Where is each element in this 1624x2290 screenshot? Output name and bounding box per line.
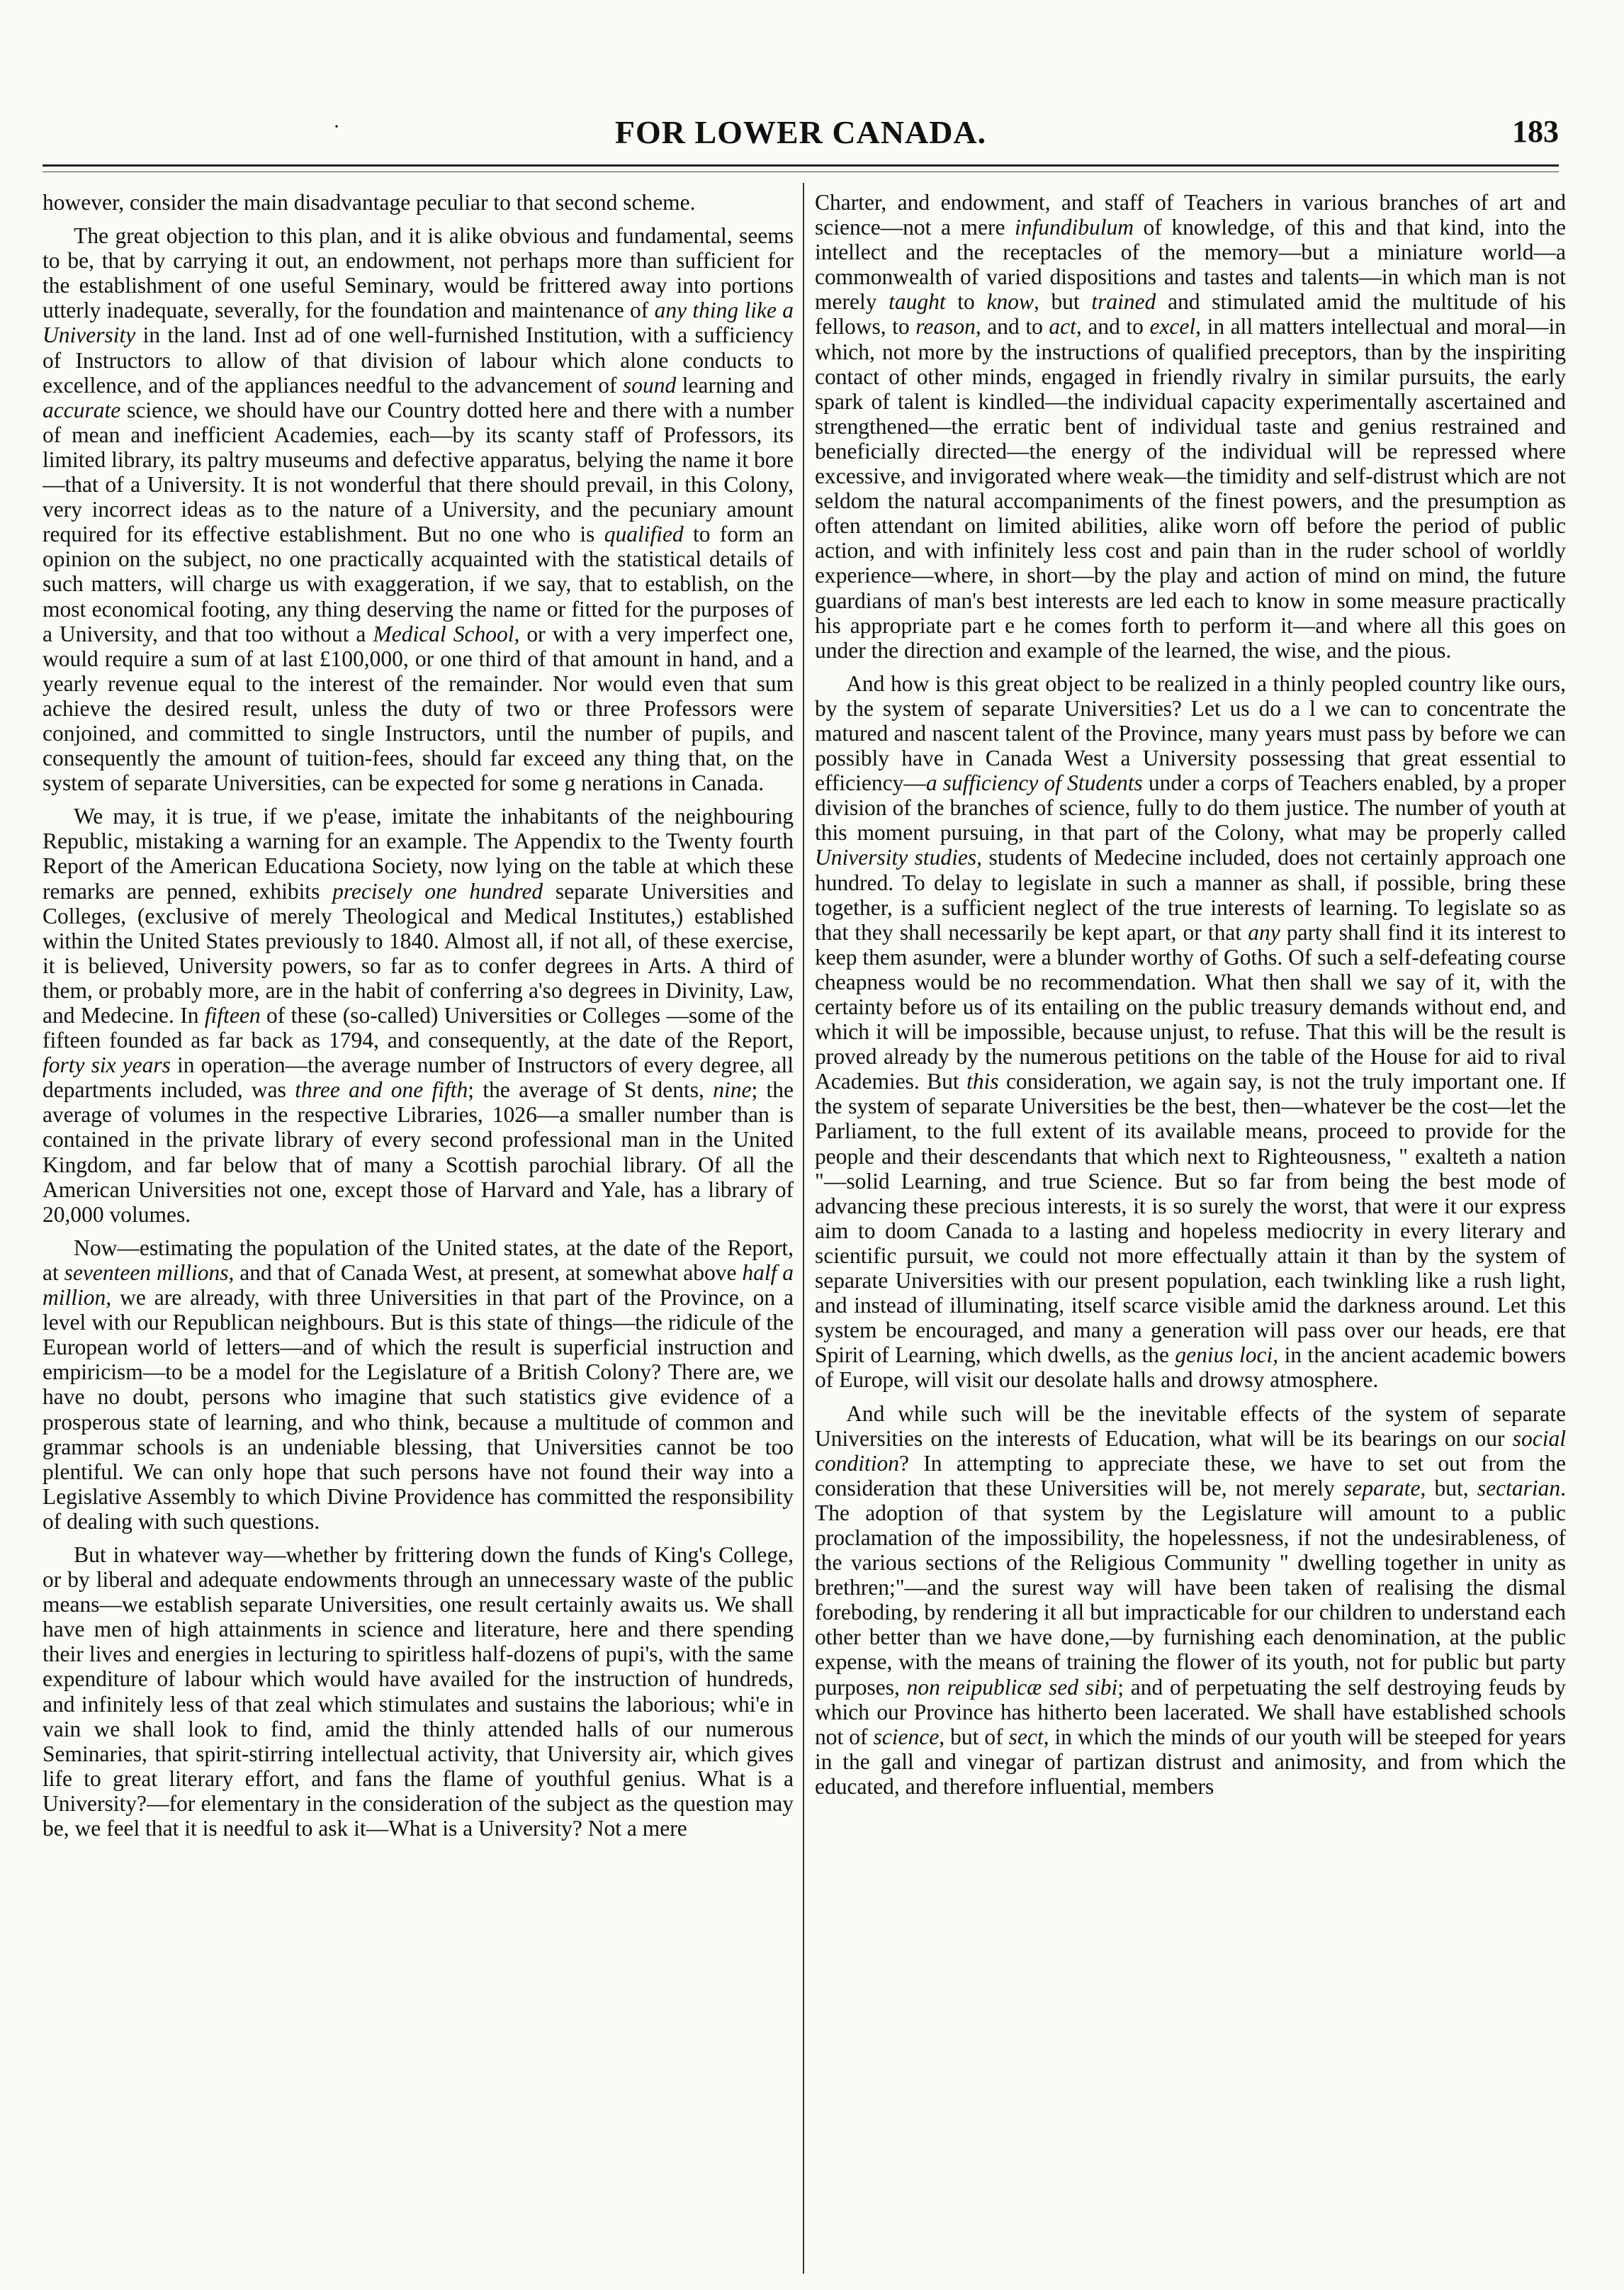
text: , and to <box>975 314 1049 339</box>
italic-text: any thing like a University <box>43 298 794 348</box>
paragraph <box>43 1235 794 1534</box>
paragraph <box>43 223 794 795</box>
italic-text: know <box>986 289 1034 315</box>
text: , and to <box>1076 314 1150 339</box>
left-column <box>43 190 794 2281</box>
column-divider <box>803 183 804 2274</box>
text: and stimulated amid the multitude of his fellows, to <box>815 289 1566 339</box>
text: separate Universities and Colleges, (exclusive of merely Theological and Medical Institutes,) established within the United States previously to 1840. Almost all, if not all, of these exercise, it is believed, University powers, so far as to confer degrees in Arts. A third of them, or probably more, are in the habit of conferring a'so degrees in Divinity, Law, and Medecine. In <box>43 878 794 1028</box>
italic-text: three and one fifth <box>295 1077 468 1103</box>
text: learning and <box>676 372 794 398</box>
paragraph <box>43 1542 794 1841</box>
italic-text: University studies, <box>815 845 983 870</box>
text: science, we should have our Country dotted here and there with a number of mean and inefficient Academies, each—by its scanty staff of Professors, its limited library, its paltry museums and defective apparatus, belying the name it bore—that of a University. It is not wonderful that there should prevail, in this Colony, very incorrect ideas as to the nature of a University, and the pecuniary amount required for its effective establishment. But no one who is <box>43 397 794 547</box>
text: or with a very imperfect one, would require a sum of at last £100,000, or one third of that amount in hand, and a yearly revenue equal to the interest of the remainder. Nor would even that sum achieve the desired result, unless the duty of two or three Professors were conjoined, and committed to single Instructors, until the number of pupils, and consequently the amount of tuition-fees, should far exceed any thing that, on the system of separate Universities, can be expected for some g nerations in Canada. <box>43 621 794 796</box>
text: The great objection to this plan, and it is alike obvious and fundamental, seems to be, that by carrying it out, an endowment, not perhaps more than sufficient for the establishment of one useful Seminary, would be frittered away into portions utterly inadequate, severally, for the foundation and maintenance of <box>43 223 794 323</box>
italic-text: excel <box>1149 314 1196 339</box>
italic-text: taught <box>889 289 946 315</box>
italic-text: trained <box>1091 289 1156 315</box>
text: . The adoption of that system by the Legislature will amount to a public proclamation of the impossibility, the hopelessness, if not the undesirableness, of the various sections of the Religious Community " dwelling together in unity as brethren;"—and the surest way will have been taken of realising the dismal foreboding, by rendering it all but impracticable for our children to understand each other better than we have done,—by furnishing each denomination, at the public expense, with the means of training the flower of its youth, not for public but party purposes, <box>815 1475 1566 1700</box>
italic-text: a sufficiency of Students <box>925 770 1143 796</box>
paragraph <box>815 1401 1566 1800</box>
text: of these (so-called) Universities or Colleges —some of the fifteen founded as far back as 1794, and consequently, at the date of the Report, <box>43 1003 794 1053</box>
italic-text: Medical School, <box>373 621 520 646</box>
italic-text: half a million, <box>43 1259 794 1310</box>
italic-text: sect <box>1008 1724 1044 1749</box>
paragraph <box>43 804 794 1227</box>
header-rule-thick <box>43 164 1559 167</box>
italic-text: qualified <box>604 522 684 547</box>
text: and that of Canada West, at present, at somewhat above <box>234 1259 743 1285</box>
text: under a corps of Teachers enabled, by a proper division of the branches of science, fully to do them justice. The number of youth at this moment pursuing, in that part of the Colony, what may be properly called <box>815 770 1566 846</box>
text: And while such will be the inevitable effects of the system of separate Universities on the interests of Education, what will be its bearings on our <box>815 1401 1566 1451</box>
paragraph <box>815 671 1566 1393</box>
italic-text: accurate <box>43 397 121 422</box>
text: ? In attempting to appreciate these, we have to set out from the consideration that these Universities will be, not merely <box>815 1450 1566 1500</box>
text: ; the average of volumes in the respective Libraries, 1026—a smaller number than is contained in the private library of every second professional man in the United Kingdom, and far below that of many a Scottish parochial library. Of all the American Universities not one, except those of Harvard and Yale, has a library of 20,000 volumes. <box>43 1077 794 1227</box>
italic-text: genius loci, <box>1175 1342 1279 1368</box>
page-number: 183 <box>1512 114 1559 149</box>
italic-text: seventeen millions, <box>64 1259 235 1285</box>
right-column <box>815 190 1566 2281</box>
text: consideration, we again say, is not the truly important one. If the system of separate Universities be the best, then—whatever be the cost—let the Parliament, to the full extent of its available means, proceed to provide for the people and their descendants that which next to Righteousness, " exalteth a nation "—solid Learning, and true Science. But so far from being the best mode of advancing these precious interests, it is so surely the worst, that were it our express aim to doom Canada to a lasting and hopeless mediocrity in every literary and scientific pursuit, we could not more effectually attain it than by the system of separate Universities with our present population, each twinkling like a rush light, and instead of illuminating, itself scarce visible amid the darkness around. Let this system be encouraged, and many a generation will pass over our heads, ere that Spirit of Learning, which dwells, as the <box>815 1069 1566 1368</box>
text: ; the average of St dents, <box>468 1077 714 1103</box>
text: to <box>945 289 987 315</box>
text: of knowledge, of this and that kind, into the intellect and the receptacles of the memory—but a miniature world—a commonwealth of varied dispositions and tastes and talents—in which man is not merely <box>815 215 1566 315</box>
text: We may, it is true, if we p'ease, imitate the inhabitants of the neighbouring Republic, mistaking a warning for an example. The Appendix to the Twenty fourth Report of the American Educationa Society, now lying on the table at which these remarks are penned, exhibits <box>43 804 794 904</box>
text: , but <box>1033 289 1092 315</box>
text: in the land. Inst ad of one well-furnished Institution, with a sufficiency of Instructors to allow of that division of labour which alone conducts to excellence, and of the appliances needful to the advancement of <box>43 322 794 398</box>
italic-text: fifteen <box>204 1003 261 1028</box>
text: in the ancient academic bowers of Europe, will visit our desolate halls and drowsy atmosphere. <box>815 1342 1566 1393</box>
text: however, consider the main disadvantage peculiar to that second scheme. <box>43 190 696 215</box>
text: , in which the minds of our youth will be steeped for years in the gall and vinegar of partizan distrust and animosity, and from which the educated, and therefore influential, members <box>815 1724 1566 1799</box>
italic-text: reason <box>915 314 976 339</box>
text: , in all matters intellectual and moral—in which, not more by the instructions of qualified preceptors, than by the inspiriting contact of other minds, engaged in friendly rivalry in similar pursuits, the early spark of talent is kindled—the individual capacity experimentally ascertained and strengthened—the erratic bent of individual taste and genius restrained and beneficially directed—the energy of the individual will be repressed where excessive, and invigorated where weak—the timidity and self-distrust which are not seldom the natural accompaniments of the finest powers, and the presumption as often attendant on limited abilities, alike worn off before the period of public action, and with infinitely less cost and pain than in the ruder school of worldly experience—where, in short—by the play and action of mind on mind, the future guardians of man's best interests are led each to know in some measure practically his appropriate part e he comes forth to perform it—and where all this goes on under the direction and example of the learned, the wise, and the pious. <box>815 314 1566 663</box>
text: But in whatever way—whether by frittering down the funds of King's College, or by liberal and adequate endowments through an unnecessary waste of the public means—we establish separate Universities, one result certainly awaits us. We shall have men of high attainments in science and literature, here and there spending their lives and energies in lecturing to spiritless half-dozens of pupi's, with the same expenditure of labour which would have availed for the instruction of hundreds, and infinitely less of that zeal which stimulates and sustains the laborious; whi'e in vain we shall look to find, amid the thinly attended halls of our numerous Seminaries, that spirit-stirring intellectual activity, that University air, which gives life to great literary effort, and fans the flame of youthful genius. What is a University?—for elementary in the consideration of the subject as the question may be, we feel that it is needful to ask it—What is a University? Not a mere <box>43 1542 794 1841</box>
text: , but, <box>1420 1475 1477 1500</box>
italic-text: act <box>1049 314 1076 339</box>
text: ; and of perpetuating the self destroying feuds by which our Province has hitherto been lacerated. We shall have established schools not of <box>815 1674 1566 1749</box>
italic-text: any <box>1248 919 1280 945</box>
text: party shall find it its interest to keep them asunder, were a blunder worthy of Goths. Of such a self-defeating course cheapness would be no recommendation. What then shall we say of it, with the certainty before us of its entailing on the public treasury demands without end, and which it will be impossible, because unjust, to refuse. That this will be the result is proved already by the numerous petitions on the table of the House for aid to rival Academies. But <box>815 919 1566 1094</box>
text: And how is this great object to be realized in a thinly peopled country like ours, by the system of separate Universities? Let us do a l we can to concentrate the matured and nascent talent of the Province, many years must pass by before we can possibly have in Canada West a University possessing that great essential to efficiency— <box>815 670 1566 796</box>
italic-text: nine <box>713 1077 752 1103</box>
italic-text: forty six years <box>43 1053 171 1078</box>
italic-text: this <box>966 1069 999 1094</box>
text: Charter, and endowment, and staff of Teachers in various branches of art and science—not a mere <box>815 190 1566 240</box>
italic-text: separate <box>1343 1475 1421 1500</box>
page-header <box>43 113 1559 156</box>
text: we are already, with three Universities in that part of the Province, on a level with our Republican neighbours. But is this state of things—the ridicule of the European world of letters—and of which the result is superficial instruction and empiricism—to be a model for the Legislature of a British Colony? There are, we have no doubt, persons who imagine that such statistics give evidence of a prosperous state of learning, and who think, because a multitude of common and grammar schools is an undeniable blessing, that Universities cannot be too plentiful. We can only hope that such persons have not found their way into a Legislative Assembly to which Divine Providence has committed the responsibility of dealing with such questions. <box>43 1285 794 1534</box>
paragraph <box>815 190 1566 663</box>
italic-text: non reipublicæ sed sibi <box>906 1674 1118 1700</box>
italic-text: science <box>873 1724 940 1749</box>
running-title: FOR LOWER CANADA. <box>614 114 987 150</box>
italic-text: social condition <box>815 1425 1566 1476</box>
text: , but of <box>939 1724 1009 1749</box>
text: students of Medecine included, does not certainly approach one hundred. To delay to legislate in such a manner as shall, if possible, bring these together, is a sufficient neglect of the true interests of learning. To legislate so as that they shall necessarily be kept apart, or that <box>815 845 1566 945</box>
italic-text: infundibulum <box>1014 215 1134 240</box>
text: in operation—the average number of Instructors of every degree, all departments included, was <box>43 1053 794 1103</box>
text: Now—estimating the population of the United states, at the date of the Report, at <box>43 1235 794 1285</box>
italic-text: precisely one hundred <box>332 878 543 904</box>
italic-text: sectarian <box>1477 1475 1561 1500</box>
italic-text: sound <box>623 372 677 398</box>
header-dot-mark: · <box>333 115 340 138</box>
paragraph <box>43 190 794 215</box>
text: to form an opinion on the subject, no one practically acquainted with the statistical details of such matters, will charge us with exaggeration, if we say, that to establish, on the most economical footing, any thing deserving the name or fitted for the purposes of a University, and that too without a <box>43 522 794 646</box>
